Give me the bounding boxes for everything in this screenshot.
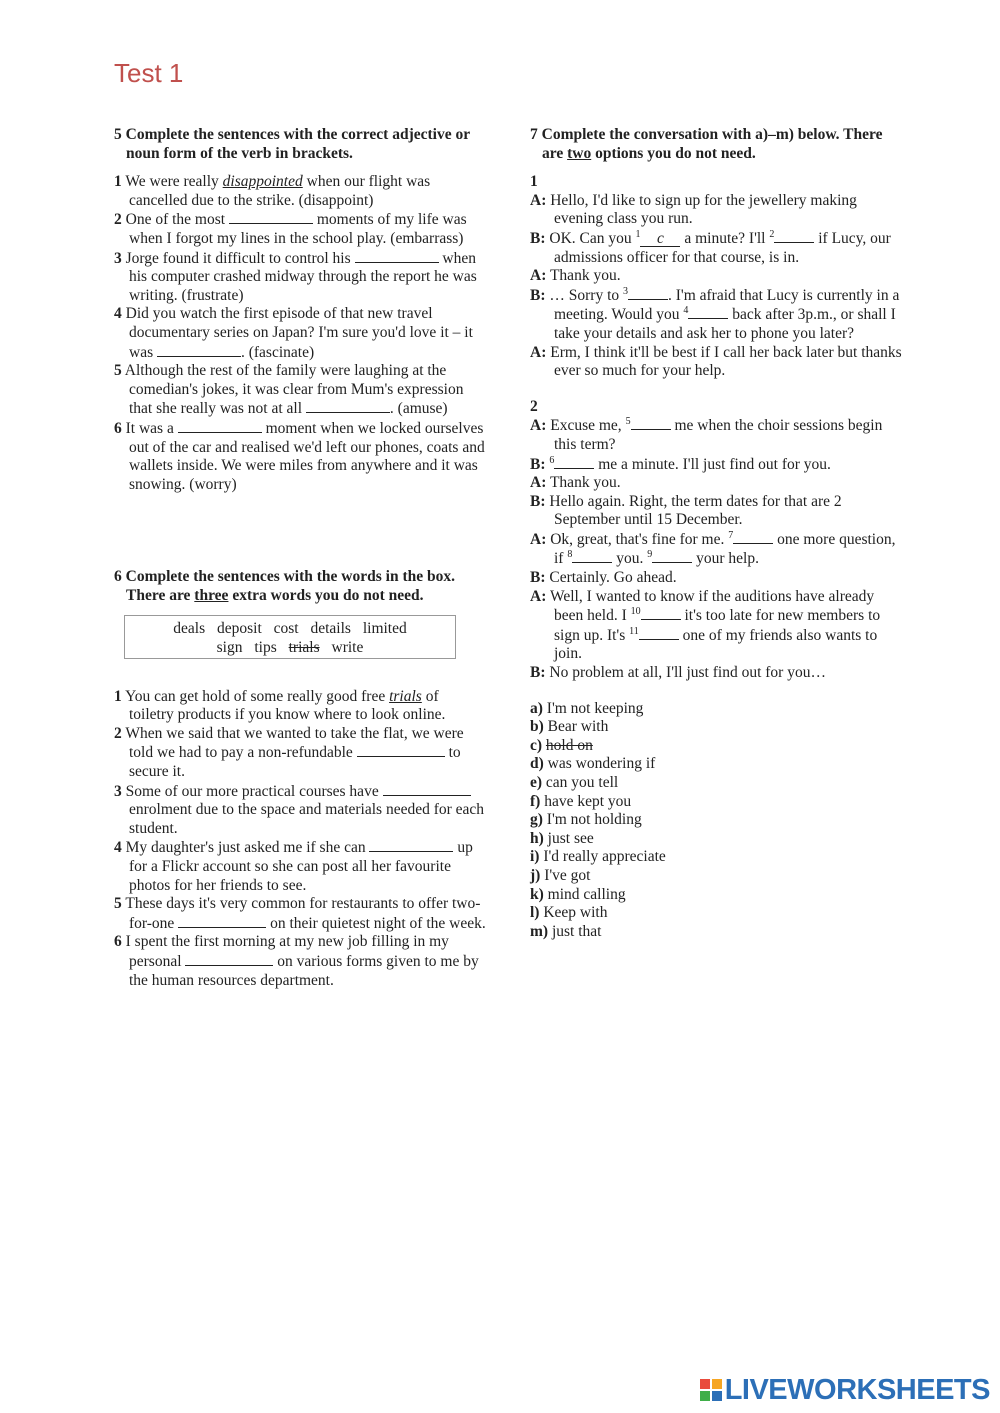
dialogue-line: A: Erm, I think it'll be best if I call her back later but thanks ever so much for your help.: [530, 343, 902, 380]
dialogue-label: 1: [530, 173, 538, 191]
ex5-item: 6 It was a moment when we locked ourselves out of the car and realised we'd left our phones, coats and wallets inside. We were miles from anywhere and it was snowing. (worry): [114, 419, 485, 493]
option-item: h) just see: [530, 829, 594, 847]
answer-blank[interactable]: [628, 286, 668, 300]
dialogue-line: A: Well, I wanted to know if the auditions have already been held. I $^{10}$ it's too late for new members to sign up. It's $^{11}$ one of my friends also wants to join.: [530, 587, 881, 663]
word-option: tips: [254, 639, 277, 657]
answer-blank[interactable]: [774, 229, 814, 243]
option-item: d) was wondering if: [530, 755, 656, 773]
answer-blank[interactable]: [652, 549, 692, 563]
left-column: [114, 126, 486, 990]
brand-name: LIVEWORKSHEETS: [724, 1373, 990, 1406]
ex5-item: 5 Although the rest of the family were laughing at the comedian's jokes, it was clear from Mum's expression that she really was not at all . (amuse): [114, 362, 464, 418]
brand-square: [700, 1379, 710, 1389]
dialogue-2: [530, 398, 902, 683]
answer-blank[interactable]: [631, 416, 671, 430]
dialogue-line: B: OK. Can you $^1$ c a minute? I'll $^2$ if Lucy, our admissions officer for that course, is in.: [530, 228, 891, 266]
brand-grid-icon: [700, 1379, 722, 1401]
ex6-item: 4 My daughter's just asked me if she can up for a Flickr account so she can post all her favourite photos for her friends to see.: [114, 839, 473, 894]
word-option-used: trials: [288, 639, 320, 657]
dialogue-1: [530, 173, 902, 381]
answer-blank[interactable]: [185, 952, 273, 966]
word-box-row: [125, 620, 455, 639]
option-item: m) just that: [530, 922, 602, 940]
dialogue-line: A: Thank you.: [530, 474, 621, 492]
ex6-item: 2 When we said that we wanted to take the flat, we were told we had to pay a non-refundable to secure it.: [114, 724, 464, 781]
option-item: l) Keep with: [530, 904, 608, 922]
dialogue-line: B: Certainly. Go ahead.: [530, 569, 677, 587]
ex5-item: 2 One of the most moments of my life was when I forgot my lines in the school play. (embarrass): [114, 211, 467, 247]
word-option: limited: [362, 620, 407, 638]
word-option: deposit: [216, 620, 262, 638]
option-item: k) mind calling: [530, 885, 626, 903]
example-answer: trials: [389, 687, 422, 705]
answer-blank[interactable]: [639, 626, 679, 640]
right-column: [530, 126, 902, 941]
option-item: c) hold on: [530, 736, 593, 754]
answer-blank[interactable]: [229, 210, 313, 224]
answer-blank[interactable]: [157, 343, 241, 357]
example-answer: disappointed: [222, 173, 303, 191]
exercise-7-heading: 7 Complete the conversation with a)–m) below. There are two options you do not need.: [530, 126, 883, 162]
exercise-6-list: [114, 688, 486, 991]
answer-blank[interactable]: [178, 419, 262, 433]
option-item: j) I've got: [530, 866, 591, 884]
answer-blank[interactable]: [357, 743, 445, 757]
dialogue-line: A: Ok, great, that's fine for me. $^7$ one more question, if $^8$ you. $^9$ your help.: [530, 529, 896, 568]
liveworksheets-logo[interactable]: [700, 1375, 990, 1405]
answer-blank[interactable]: [355, 249, 439, 263]
ex6-item: 3 Some of our more practical courses have enrolment due to the space and materials needed for each student.: [114, 782, 485, 837]
word-box: [124, 615, 456, 658]
dialogue-line: B: No problem at all, I'll just find out for you…: [530, 664, 826, 682]
option-item: a) I'm not keeping: [530, 699, 644, 717]
dialogue-line: B: $^6$ me a minute. I'll just find out for you.: [530, 454, 831, 473]
page-title: Test 1: [114, 58, 184, 88]
answer-blank[interactable]: [306, 399, 390, 413]
word-option: cost: [273, 620, 299, 638]
option-item: b) Bear with: [530, 718, 609, 736]
brand-square: [712, 1379, 722, 1389]
options-list: [530, 700, 902, 942]
answer-blank[interactable]: [572, 549, 612, 563]
ex6-item: 1 You can get hold of some really good free trials of toiletry products if you know where to look online.: [114, 687, 446, 724]
word-option: deals: [173, 620, 206, 638]
dialogue-line: A: Excuse me, $^5$ me when the choir sessions begin this term?: [530, 416, 883, 453]
dialogue-label: 2: [530, 397, 538, 415]
answer-blank[interactable]: [369, 838, 453, 852]
dialogue-line: B: … Sorry to $^3$ . I'm afraid that Lucy is currently in a meeting. Would you $^4$ back after 3p.m., or shall I take your details and ask her to phone you later?: [530, 285, 900, 342]
word-option: sign: [216, 639, 243, 657]
word-box-row: [125, 639, 455, 658]
option-item: e) can you tell: [530, 774, 619, 791]
exercise-6-heading: 6 Complete the sentences with the words in the box. There are three extra words you do not need.: [114, 568, 455, 604]
ex5-item: 1 We were really disappointed when our flight was cancelled due to the strike. (disappoint): [114, 173, 431, 209]
dialogue-line: A: Thank you.: [530, 267, 621, 285]
answer-blank[interactable]: [554, 455, 594, 469]
brand-square: [712, 1391, 722, 1401]
option-item: f) have kept you: [530, 792, 632, 810]
dialogue-line: B: Hello again. Right, the term dates for that are 2 September until 15 December.: [530, 492, 842, 529]
word-option: details: [310, 620, 351, 638]
answer-blank[interactable]: [383, 782, 471, 796]
answer-blank[interactable]: [733, 530, 773, 544]
option-item: i) I'd really appreciate: [530, 848, 666, 866]
dialogue-line: A: Hello, I'd like to sign up for the jewellery making evening class you run.: [530, 191, 857, 228]
ex5-item: 3 Jorge found it difficult to control his when his computer crashed midway through the report he was writing. (frustrate): [114, 249, 477, 304]
exercise-5-list: [114, 173, 486, 494]
ex5-item: 4 Did you watch the first episode of that new travel documentary series on Japan? I'm sure you'd love it – it was . (fascinate): [114, 305, 473, 361]
word-option: write: [331, 639, 364, 657]
ex6-item: 6 I spent the first morning at my new job filling in my personal on various forms given to me by the human resources department.: [114, 933, 479, 989]
answer-blank[interactable]: [688, 305, 728, 319]
example-answer: c: [640, 231, 680, 247]
answer-blank[interactable]: [178, 914, 266, 928]
brand-square: [700, 1391, 710, 1401]
answer-blank[interactable]: [641, 606, 681, 620]
ex6-item: 5 These days it's very common for restaurants to offer two-for-one on their quietest night of the week.: [114, 895, 486, 932]
exercise-5-heading: 5 Complete the sentences with the correct adjective or noun form of the verb in brackets.: [114, 126, 470, 162]
option-item: g) I'm not holding: [530, 811, 642, 829]
